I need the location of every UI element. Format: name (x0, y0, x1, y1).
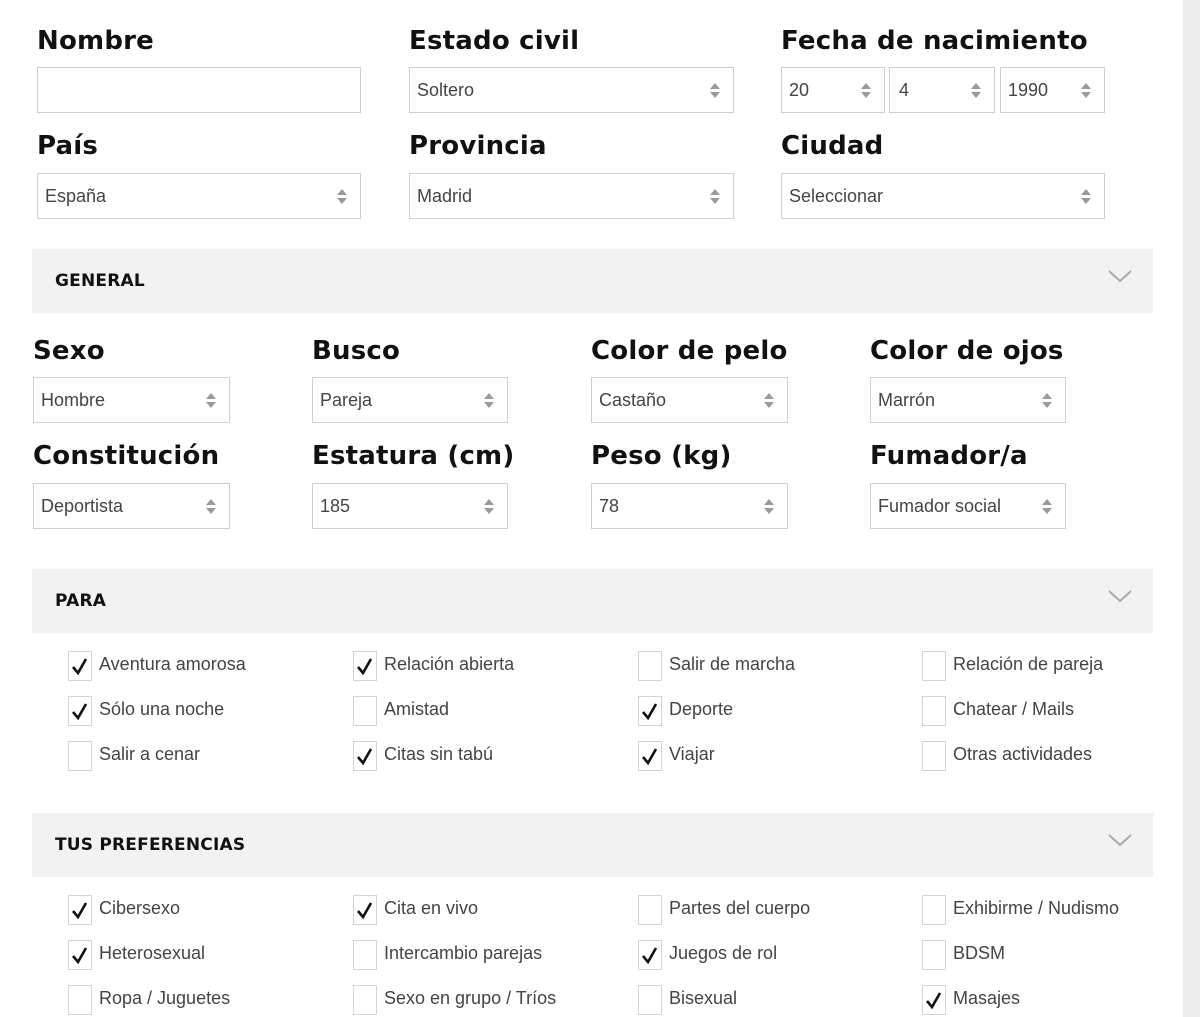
select-arrows-icon (763, 497, 775, 517)
checkmark-icon (924, 900, 943, 920)
ciudad-label: Ciudad (781, 131, 884, 161)
fecha-nacimiento-label: Fecha de nacimiento (781, 26, 1088, 56)
checkbox-label: Partes del cuerpo (669, 898, 811, 918)
estatura-select[interactable] (312, 483, 508, 529)
checkbox-label: Relación abierta (384, 654, 515, 674)
select-arrows-icon (205, 497, 217, 517)
ciudad-value: Seleccionar (789, 186, 884, 206)
select-arrows-icon (763, 391, 775, 411)
color-ojos-select[interactable] (870, 377, 1066, 423)
color-pelo-value: Castaño (599, 390, 667, 410)
checkbox-label: Deporte (669, 699, 734, 719)
color-ojos-label: Color de ojos (870, 336, 1064, 366)
estatura-label: Estatura (cm) (312, 441, 515, 471)
para-section-header[interactable] (32, 569, 1153, 633)
checkmark-icon (355, 945, 374, 965)
constitucion-value: Deportista (41, 496, 124, 516)
pais-label: País (37, 131, 99, 161)
select-arrows-icon (1041, 391, 1053, 411)
checkbox-label: Juegos de rol (669, 943, 778, 963)
checkbox-label: Heterosexual (99, 943, 206, 963)
chevron-down-icon[interactable] (1107, 267, 1133, 285)
checkmark-icon (924, 746, 943, 766)
select-arrows-icon (1080, 81, 1092, 101)
pais-value: España (45, 186, 107, 206)
preferencias-section-header[interactable] (32, 813, 1153, 877)
checkmark-icon (70, 990, 89, 1010)
fumador-label: Fumador/a (870, 441, 1028, 471)
checkmark-icon (355, 701, 374, 721)
color-pelo-select[interactable] (591, 377, 788, 423)
checkbox-label: Aventura amorosa (99, 654, 246, 674)
checkbox-label: BDSM (953, 943, 1006, 963)
constitucion-label: Constitución (33, 441, 220, 471)
checkmark-icon (640, 656, 659, 676)
select-arrows-icon (205, 391, 217, 411)
checkmark-icon (924, 656, 943, 676)
checkmark-icon (355, 990, 374, 1010)
provincia-label: Provincia (409, 131, 547, 161)
estatura-value: 185 (320, 496, 351, 516)
constitucion-select[interactable] (33, 483, 230, 529)
checkbox-label: Intercambio parejas (384, 943, 543, 963)
checkmark-icon (924, 945, 943, 965)
sexo-label: Sexo (33, 336, 105, 366)
checkbox-label: Cita en vivo (384, 898, 479, 918)
busco-select[interactable] (312, 377, 508, 423)
checkbox-label: Sólo una noche (99, 699, 225, 719)
checkmark-icon (70, 701, 89, 721)
select-arrows-icon (1080, 187, 1092, 207)
checkmark-icon (924, 990, 943, 1010)
checkbox-label: Ropa / Juguetes (99, 988, 231, 1008)
provincia-value: Madrid (417, 186, 473, 206)
checkmark-icon (640, 990, 659, 1010)
ciudad-select[interactable] (781, 173, 1105, 219)
checkmark-icon (640, 900, 659, 920)
checkmark-icon (70, 746, 89, 766)
estado-civil-select[interactable] (409, 67, 734, 113)
checkbox-label: Citas sin tabú (384, 744, 494, 764)
sexo-select[interactable] (33, 377, 230, 423)
birth-day-value: 20 (789, 80, 810, 100)
checkbox-label: Exhibirme / Nudismo (953, 898, 1120, 918)
select-arrows-icon (860, 81, 872, 101)
color-pelo-label: Color de pelo (591, 336, 788, 366)
select-arrows-icon (970, 81, 982, 101)
select-arrows-icon (1041, 497, 1053, 517)
checkmark-icon (70, 945, 89, 965)
sexo-value: Hombre (41, 390, 106, 410)
checkbox-label: Chatear / Mails (953, 699, 1075, 719)
checkbox-label: Amistad (384, 699, 450, 719)
peso-label: Peso (kg) (591, 441, 732, 471)
busco-value: Pareja (320, 390, 373, 410)
peso-select[interactable] (591, 483, 788, 529)
para-section-title: PARA (55, 591, 107, 611)
checkmark-icon (640, 945, 659, 965)
checkbox-label: Salir de marcha (669, 654, 796, 674)
page-scrollbar[interactable] (1183, 0, 1200, 1017)
checkbox-label: Otras actividades (953, 744, 1093, 764)
checkmark-icon (640, 701, 659, 721)
birth-day-select[interactable] (781, 67, 885, 113)
birth-year-select[interactable] (1000, 67, 1105, 113)
checkmark-icon (70, 656, 89, 676)
checkmark-icon (640, 746, 659, 766)
checkmark-icon (924, 701, 943, 721)
checkmark-icon (355, 746, 374, 766)
checkbox-label: Bisexual (669, 988, 738, 1008)
checkbox-label: Cibersexo (99, 898, 181, 918)
checkbox-label: Salir a cenar (99, 744, 201, 764)
checkbox-label: Viajar (669, 744, 715, 764)
chevron-down-icon[interactable] (1107, 831, 1133, 849)
checkmark-icon (355, 656, 374, 676)
checkmark-icon (70, 900, 89, 920)
birth-year-value: 1990 (1008, 80, 1049, 100)
color-ojos-value: Marrón (878, 390, 936, 410)
select-arrows-icon (483, 497, 495, 517)
checkbox-label: Sexo en grupo / Tríos (384, 988, 557, 1008)
select-arrows-icon (709, 81, 721, 101)
birth-month-value: 4 (899, 80, 910, 100)
fumador-value: Fumador social (878, 496, 1002, 516)
provincia-select[interactable] (409, 173, 734, 219)
birth-month-select[interactable] (889, 67, 995, 113)
select-arrows-icon (336, 187, 348, 207)
chevron-down-icon[interactable] (1107, 587, 1133, 605)
general-section-header[interactable] (32, 249, 1153, 313)
fumador-select[interactable] (870, 483, 1066, 529)
nombre-label: Nombre (37, 26, 154, 56)
busco-label: Busco (312, 336, 401, 366)
peso-value: 78 (599, 496, 620, 516)
select-arrows-icon (709, 187, 721, 207)
general-section-title: GENERAL (55, 271, 145, 291)
checkbox-label: Relación de pareja (953, 654, 1104, 674)
nombre-input[interactable] (37, 67, 361, 113)
preferencias-section-title: TUS PREFERENCIAS (55, 835, 246, 855)
pais-select[interactable] (37, 173, 361, 219)
checkbox-label: Masajes (953, 988, 1021, 1008)
select-arrows-icon (483, 391, 495, 411)
checkmark-icon (355, 900, 374, 920)
estado-civil-value: Soltero (417, 80, 475, 100)
estado-civil-label: Estado civil (409, 26, 580, 56)
